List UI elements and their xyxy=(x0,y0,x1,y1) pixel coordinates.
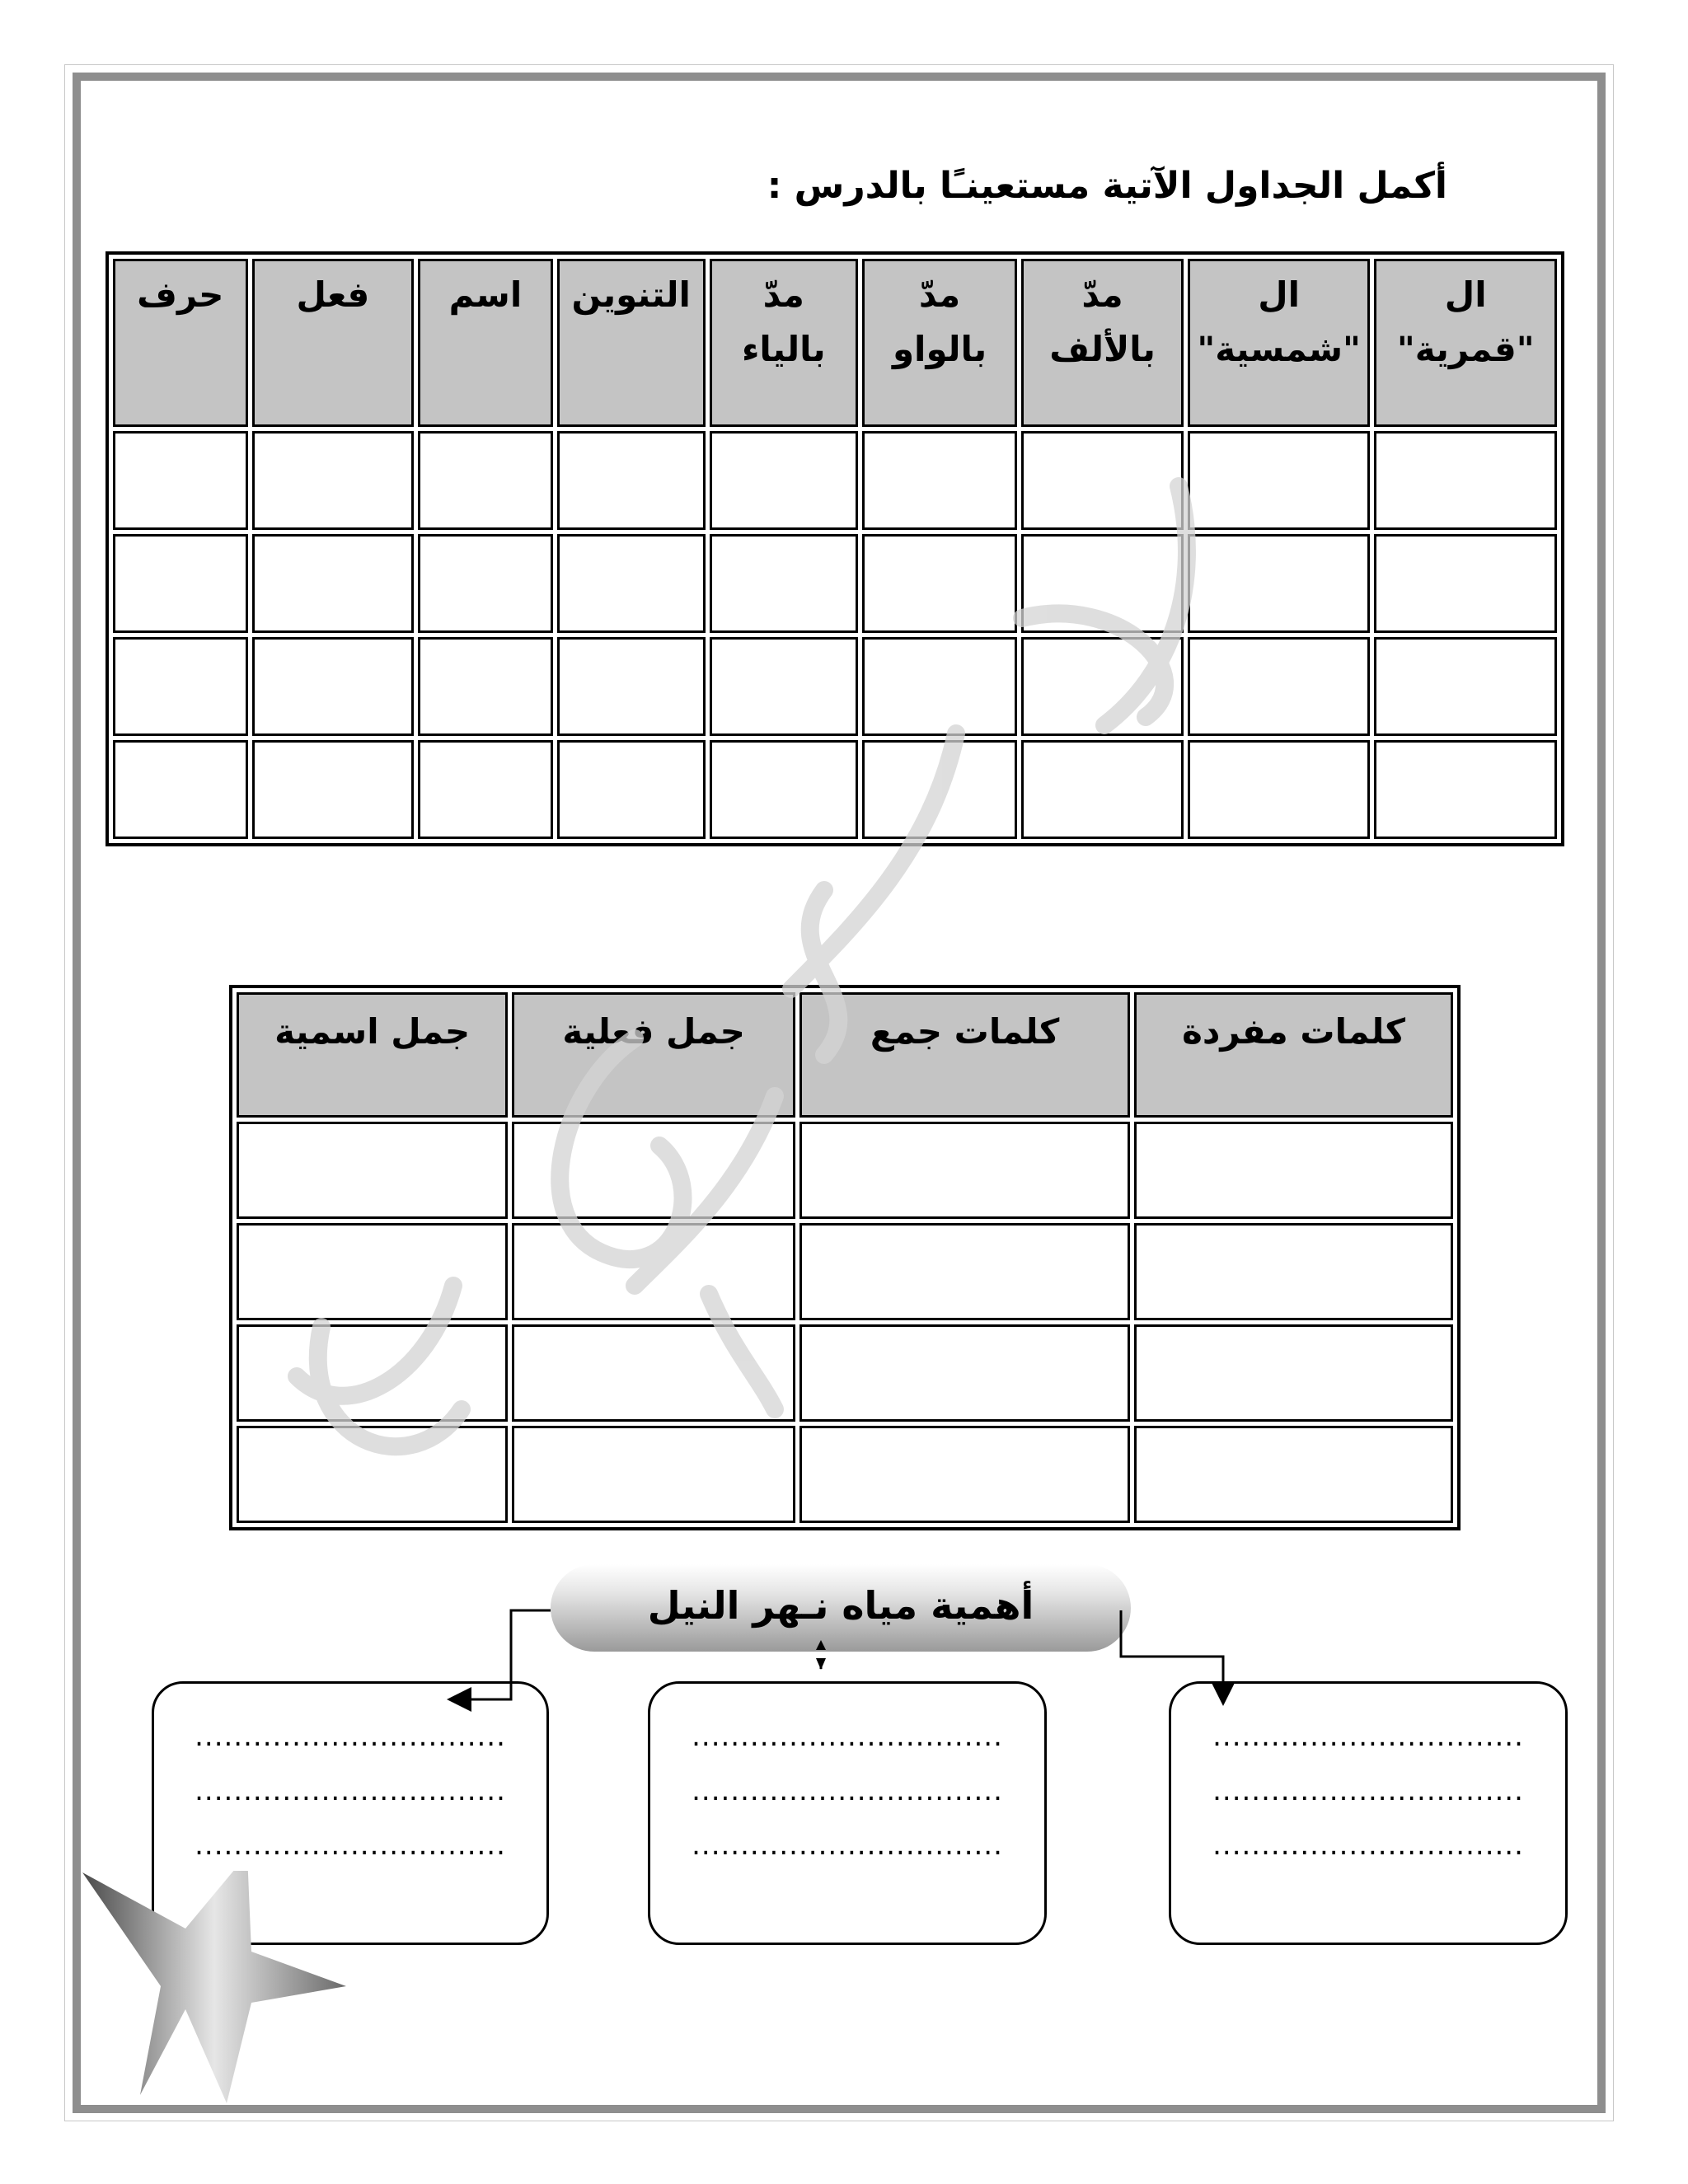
nile-importance-title: أهمية مياه نـهر النيل xyxy=(551,1564,1131,1652)
dotted-line[interactable]: ................................ xyxy=(692,1774,1003,1807)
header-madd-waw: مدّ بالواو xyxy=(862,259,1017,427)
header-qamariya: ال "قمرية" xyxy=(1374,259,1557,427)
header-shamsiya: ال "شمسية" xyxy=(1188,259,1371,427)
arrow-icon xyxy=(1121,1610,1223,1701)
dotted-line[interactable]: ................................ xyxy=(195,1720,506,1753)
header-ism: اسم xyxy=(418,259,552,427)
arrow-icon xyxy=(452,1610,551,1699)
dotted-line[interactable]: ................................ xyxy=(692,1720,1003,1753)
dotted-line[interactable]: ................................ xyxy=(1212,1720,1524,1753)
header-madd-alif: مدّ بالألف xyxy=(1021,259,1184,427)
dotted-line[interactable]: ................................ xyxy=(195,1774,506,1807)
instruction-heading: أكمل الجداول الآتية مستعينـًا بالدرس : xyxy=(767,165,1447,207)
star-icon xyxy=(82,1871,363,2118)
header-nominal-sentences: جمل اسمية xyxy=(237,992,508,1118)
dotted-line[interactable]: ................................ xyxy=(1212,1774,1524,1807)
dotted-line[interactable]: ................................ xyxy=(1212,1829,1524,1862)
header-harf: حرف xyxy=(113,259,248,427)
header-single-words: كلمات مفردة xyxy=(1134,992,1453,1118)
dotted-line[interactable]: ................................ xyxy=(195,1829,506,1862)
header-plural-words: كلمات جمع xyxy=(799,992,1130,1118)
header-tanween: التنوين xyxy=(557,259,706,427)
dotted-line[interactable]: ................................ xyxy=(692,1829,1003,1862)
header-fil: فعل xyxy=(252,259,415,427)
header-madd-ya: مدّ بالياء xyxy=(710,259,858,427)
arrow-icon xyxy=(816,1640,826,1670)
header-verbal-sentences: جمل فعلية xyxy=(512,992,795,1118)
